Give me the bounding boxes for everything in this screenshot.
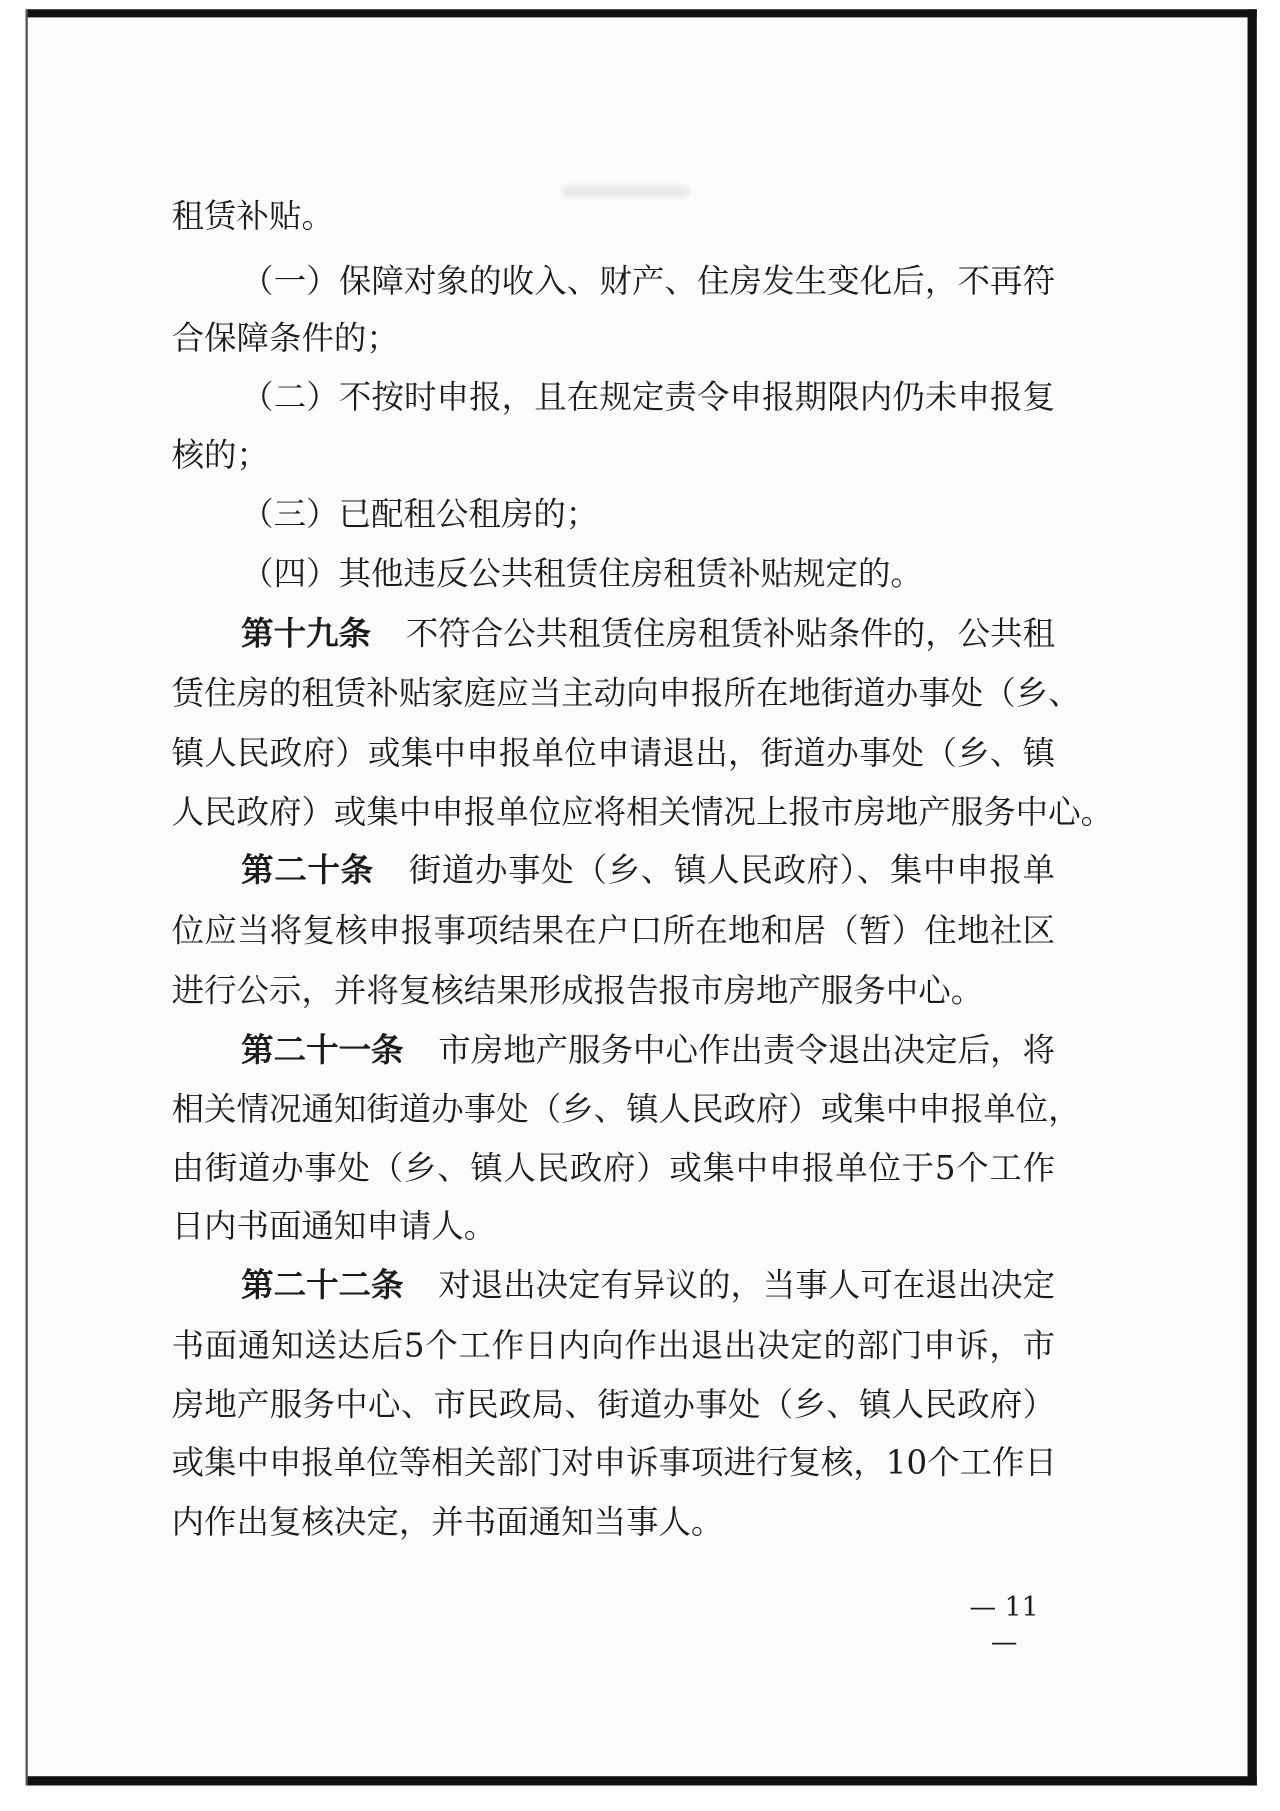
article-heading: 第二十条 [241, 851, 374, 890]
text-line: 合保障条件的； [171, 318, 399, 358]
text-line: （四）其他违反公共租赁住房租赁补贴规定的。 [241, 554, 923, 593]
page-number: — 11 — [969, 1593, 1039, 1658]
article-20-first-line [241, 848, 1055, 894]
text-line: 对退出决定有异议的，当事人可在退出决定 [438, 1266, 1056, 1305]
text-line: （三）已配租公租房的； [241, 495, 599, 534]
text-line: 内作出复核决定，并书面通知当事人。 [171, 1502, 724, 1541]
text-line: 赁住房的租赁补贴家庭应当主动向申报所在地街道办事处（乡、 [171, 673, 1081, 712]
text-line: 镇人民政府）或集中申报单位申请退出，街道办事处（乡、镇 [171, 733, 1056, 773]
text-line: 不符合公共租赁住房租赁补贴条件的，公共租 [405, 614, 1056, 653]
text-line: 位应当将复核申报事项结果在户口所在地和居（暂）住地社区 [171, 911, 1056, 950]
text-line: （二）不按时申报，且在规定责令申报期限内仍未申报复 [241, 377, 1056, 417]
text-line: 市房地产服务中心作出责令退出决定后，将 [438, 1030, 1056, 1069]
article-22-first-line [241, 1263, 1055, 1309]
text-line: 租赁补贴。 [171, 197, 334, 236]
article-heading: 第二十二条 [241, 1266, 404, 1305]
text-line: 或集中申报单位等相关部门对申诉事项进行复核，10个工作日 [171, 1443, 1057, 1482]
text-line: 相关情况通知街道办事处（乡、镇人民政府）或集中申报单位， [171, 1089, 1081, 1129]
text-line: 核的； [171, 435, 270, 475]
text-line: 房地产服务中心、市民政局、街道办事处（乡、镇人民政府） [171, 1385, 1056, 1424]
text-line: 进行公示，并将复核结果形成报告报市房地产服务中心。 [171, 971, 984, 1010]
article-21-first-line [241, 1027, 1055, 1073]
text-line: 由街道办事处（乡、镇人民政府）或集中申报单位于5个工作 [171, 1148, 1056, 1188]
article-19-first-line [241, 611, 1055, 657]
article-heading: 第二十一条 [241, 1030, 404, 1069]
text-line: 书面通知送达后5个工作日内向作出退出决定的部门申诉，市 [171, 1326, 1056, 1365]
text-line: 人民政府）或集中申报单位应将相关情况上报市房地产服务中心。 [171, 793, 1114, 832]
text-line: 日内书面通知申请人。 [171, 1206, 497, 1246]
article-heading: 第十九条 [241, 614, 372, 653]
text-line: （一）保障对象的收入、财产、住房发生变化后，不再符 [241, 262, 1056, 301]
text-line: 街道办事处（乡、镇人民政府）、集中申报单 [408, 851, 1056, 890]
